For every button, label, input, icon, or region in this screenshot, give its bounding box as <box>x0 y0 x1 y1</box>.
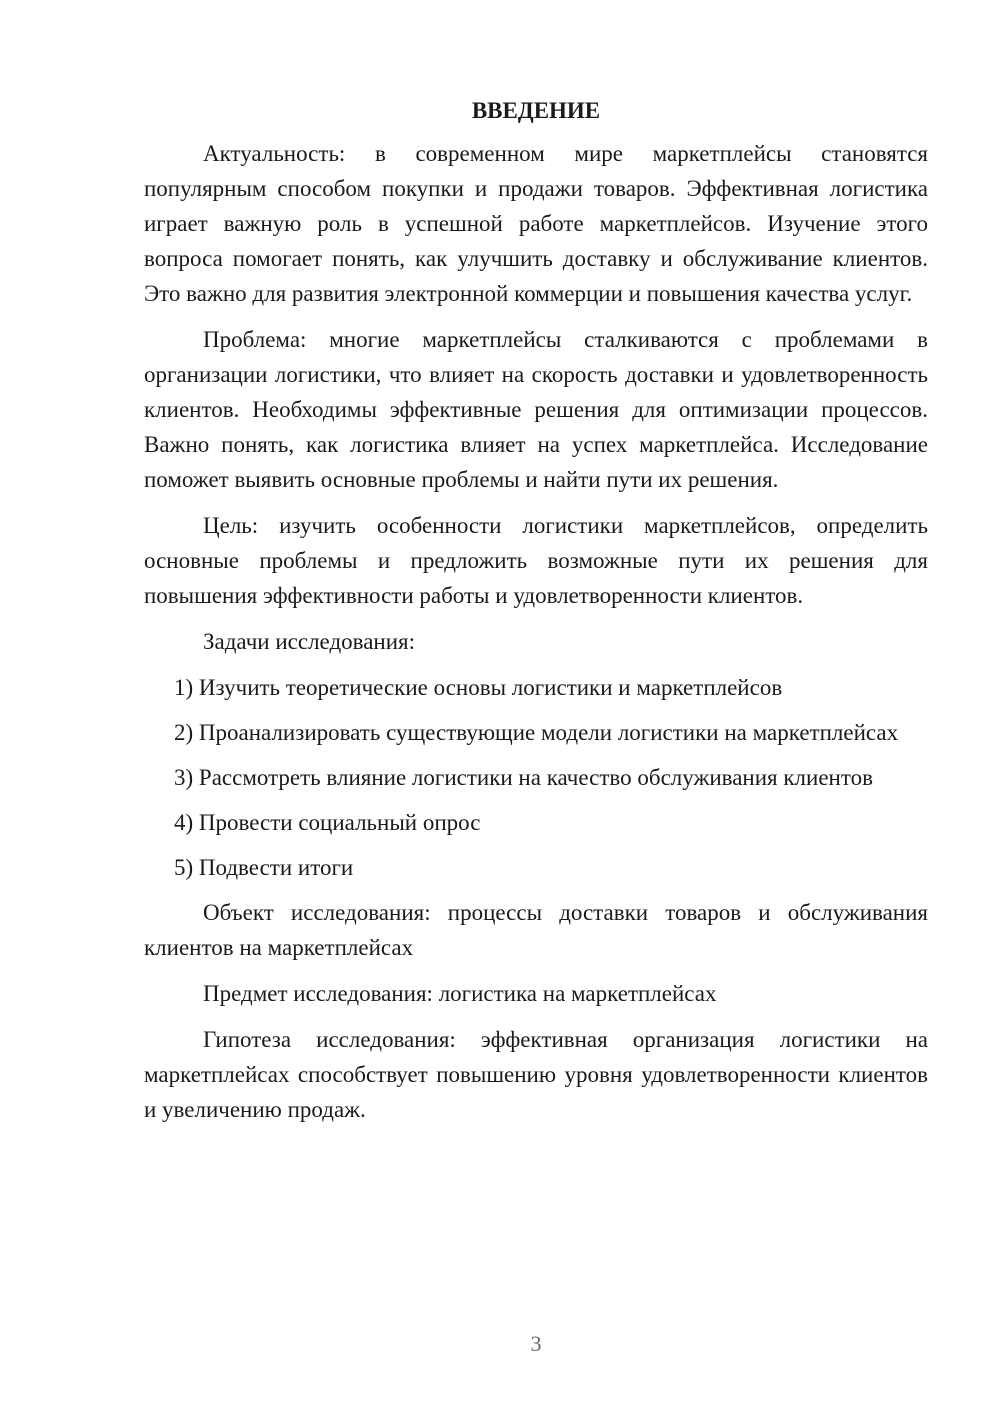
task-item-3: 3) Рассмотреть влияние логистики на качество обслуживания клиентов <box>174 765 873 790</box>
tasks-title: Задачи исследования: <box>203 629 416 654</box>
tasks-list <box>144 670 928 885</box>
paragraph-hypothesis: Гипотеза исследования: эффективная организация логистики на маркетплейсах способствует повышению уровня удовлетворенности клиентов и увеличению продаж. <box>144 1027 928 1122</box>
task-item-5: 5) Подвести итоги <box>174 855 354 880</box>
task-item-1: 1) Изучить теоретические основы логистики и маркетплейсов <box>174 675 783 700</box>
paragraph-problem: Проблема: многие маркетплейсы сталкиваются с проблемами в организации логистики, что влияет на скорость доставки и удовлетворенность клиентов. Необходимы эффективные решения для оптимизации процессов. Важно понять, как логистика влияет на успех маркетплейса. Исследование поможет выявить основные проблемы и найти пути их решения. <box>144 327 928 492</box>
paragraph-relevance: Актуальность: в современном мире маркетплейсы становятся популярным способом покупки и продажи товаров. Эффективная логистика играет важную роль в успешной работе маркетплейсов. Изучение этого вопроса помогает понять, как улучшить доставку и обслуживание клиентов. Это важно для развития электронной коммерции и повышения качества услуг. <box>144 141 928 306</box>
paragraph-goal: Цель: изучить особенности логистики маркетплейсов, определить основные проблемы и предложить возможные пути их решения для повышения эффективности работы и удовлетворенности клиентов. <box>144 513 928 608</box>
task-item-2: 2) Проанализировать существующие модели логистики на маркетплейсах <box>174 720 899 745</box>
paragraph-subject: Предмет исследования: логистика на маркетплейсах <box>203 981 717 1006</box>
task-item-4: 4) Провести социальный опрос <box>174 810 481 835</box>
document-body <box>144 93 928 1138</box>
section-heading: ВВЕДЕНИЕ <box>471 98 601 123</box>
page-number: 3 <box>530 1331 542 1356</box>
paragraph-object: Объект исследования: процессы доставки товаров и обслуживания клиентов на маркетплейсах <box>144 900 928 960</box>
